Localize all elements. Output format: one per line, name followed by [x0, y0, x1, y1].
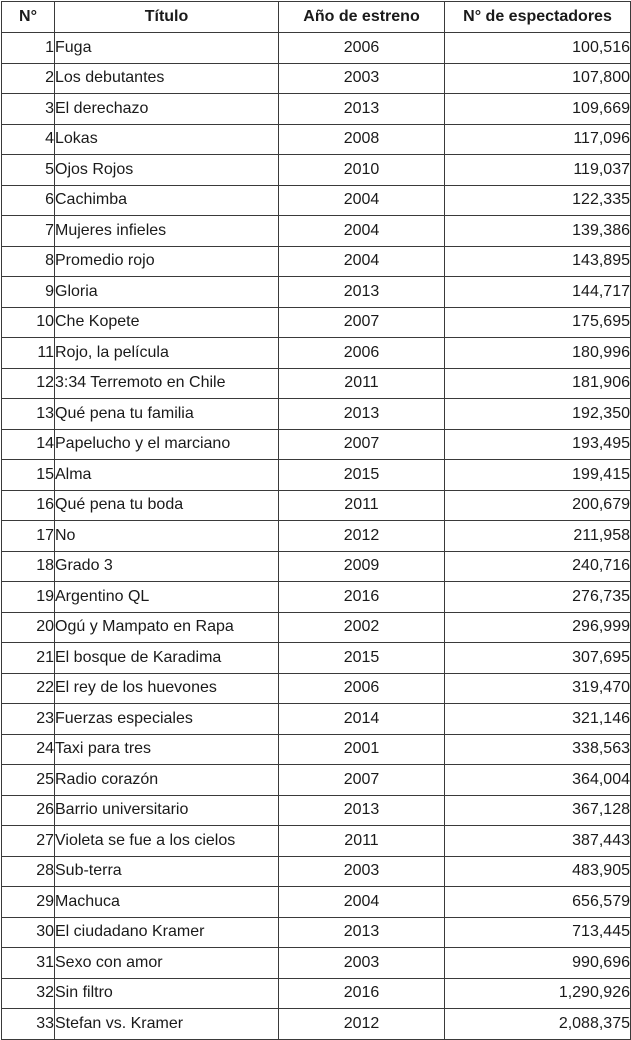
cell-title: Lokas: [55, 124, 279, 155]
table-row: [2, 277, 631, 308]
header-year: Año de estreno: [279, 2, 445, 33]
cell-title: Che Kopete: [55, 307, 279, 338]
cell-title: Ojos Rojos: [55, 155, 279, 186]
cell-spectators: 338,563: [445, 734, 631, 765]
table-row: [2, 429, 631, 460]
cell-num: 24: [2, 734, 55, 765]
cell-year: 2006: [279, 673, 445, 704]
cell-spectators: 276,735: [445, 582, 631, 613]
cell-spectators: 139,386: [445, 216, 631, 247]
cell-title: Radio corazón: [55, 765, 279, 796]
table-row: [2, 185, 631, 216]
cell-title: Argentino QL: [55, 582, 279, 613]
cell-title: 3:34 Terremoto en Chile: [55, 368, 279, 399]
cell-year: 2014: [279, 704, 445, 735]
cell-title: Rojo, la película: [55, 338, 279, 369]
cell-year: 2011: [279, 368, 445, 399]
cell-year: 2007: [279, 307, 445, 338]
table-row: [2, 33, 631, 64]
cell-year: 2006: [279, 338, 445, 369]
cell-year: 2016: [279, 978, 445, 1009]
header-title: Título: [55, 2, 279, 33]
cell-spectators: 117,096: [445, 124, 631, 155]
cell-year: 2013: [279, 94, 445, 125]
cell-year: 2007: [279, 429, 445, 460]
cell-num: 22: [2, 673, 55, 704]
cell-title: El bosque de Karadima: [55, 643, 279, 674]
cell-year: 2013: [279, 795, 445, 826]
cell-num: 28: [2, 856, 55, 887]
cell-num: 17: [2, 521, 55, 552]
cell-num: 2: [2, 63, 55, 94]
table-body: [2, 33, 631, 1040]
cell-num: 10: [2, 307, 55, 338]
cell-spectators: 119,037: [445, 155, 631, 186]
table-row: [2, 612, 631, 643]
cell-title: Los debutantes: [55, 63, 279, 94]
cell-num: 26: [2, 795, 55, 826]
cell-spectators: 1,290,926: [445, 978, 631, 1009]
cell-num: 27: [2, 826, 55, 857]
table-row: [2, 887, 631, 918]
cell-spectators: 307,695: [445, 643, 631, 674]
cell-num: 3: [2, 94, 55, 125]
cell-title: Gloria: [55, 277, 279, 308]
cell-title: Qué pena tu boda: [55, 490, 279, 521]
table-row: [2, 978, 631, 1009]
cell-spectators: 100,516: [445, 33, 631, 64]
table-row: [2, 1009, 631, 1040]
table-row: [2, 490, 631, 521]
header-row: [2, 2, 631, 33]
table-row: [2, 856, 631, 887]
cell-spectators: 296,999: [445, 612, 631, 643]
table-row: [2, 795, 631, 826]
table-row: [2, 216, 631, 247]
cell-num: 5: [2, 155, 55, 186]
cell-title: Qué pena tu familia: [55, 399, 279, 430]
table-row: [2, 399, 631, 430]
cell-year: 2015: [279, 643, 445, 674]
cell-num: 8: [2, 246, 55, 277]
cell-title: Machuca: [55, 887, 279, 918]
table-row: [2, 948, 631, 979]
table-row: [2, 917, 631, 948]
cell-spectators: 2,088,375: [445, 1009, 631, 1040]
cell-title: El rey de los huevones: [55, 673, 279, 704]
movies-table: [1, 1, 631, 1040]
table-row: [2, 582, 631, 613]
cell-num: 16: [2, 490, 55, 521]
cell-num: 29: [2, 887, 55, 918]
cell-spectators: 122,335: [445, 185, 631, 216]
cell-year: 2007: [279, 765, 445, 796]
cell-spectators: 321,146: [445, 704, 631, 735]
cell-title: Papelucho y el marciano: [55, 429, 279, 460]
cell-spectators: 211,958: [445, 521, 631, 552]
table-row: [2, 63, 631, 94]
cell-spectators: 175,695: [445, 307, 631, 338]
table-row: [2, 155, 631, 186]
cell-num: 11: [2, 338, 55, 369]
table-row: [2, 307, 631, 338]
cell-title: Taxi para tres: [55, 734, 279, 765]
cell-year: 2015: [279, 460, 445, 491]
cell-num: 9: [2, 277, 55, 308]
table-row: [2, 673, 631, 704]
cell-title: El derechazo: [55, 94, 279, 125]
table-row: [2, 643, 631, 674]
cell-title: Ogú y Mampato en Rapa: [55, 612, 279, 643]
cell-num: 6: [2, 185, 55, 216]
table-row: [2, 246, 631, 277]
cell-year: 2003: [279, 63, 445, 94]
cell-num: 31: [2, 948, 55, 979]
cell-year: 2009: [279, 551, 445, 582]
cell-num: 12: [2, 368, 55, 399]
cell-title: Alma: [55, 460, 279, 491]
cell-num: 20: [2, 612, 55, 643]
cell-spectators: 364,004: [445, 765, 631, 796]
cell-year: 2006: [279, 33, 445, 64]
cell-title: No: [55, 521, 279, 552]
cell-title: Fuerzas especiales: [55, 704, 279, 735]
cell-year: 2011: [279, 826, 445, 857]
cell-year: 2004: [279, 216, 445, 247]
cell-spectators: 199,415: [445, 460, 631, 491]
header-spectators: N° de espectadores: [445, 2, 631, 33]
table-header: [2, 2, 631, 33]
cell-spectators: 656,579: [445, 887, 631, 918]
cell-num: 25: [2, 765, 55, 796]
cell-spectators: 107,800: [445, 63, 631, 94]
table-row: [2, 765, 631, 796]
cell-title: Violeta se fue a los cielos: [55, 826, 279, 857]
cell-year: 2012: [279, 521, 445, 552]
cell-year: 2012: [279, 1009, 445, 1040]
cell-year: 2004: [279, 185, 445, 216]
cell-spectators: 483,905: [445, 856, 631, 887]
table-row: [2, 826, 631, 857]
cell-num: 15: [2, 460, 55, 491]
cell-year: 2002: [279, 612, 445, 643]
cell-year: 2008: [279, 124, 445, 155]
cell-year: 2013: [279, 277, 445, 308]
cell-title: Promedio rojo: [55, 246, 279, 277]
cell-year: 2003: [279, 856, 445, 887]
cell-title: Sin filtro: [55, 978, 279, 1009]
cell-title: Grado 3: [55, 551, 279, 582]
cell-title: Sub-terra: [55, 856, 279, 887]
cell-title: Stefan vs. Kramer: [55, 1009, 279, 1040]
cell-num: 14: [2, 429, 55, 460]
cell-num: 4: [2, 124, 55, 155]
cell-num: 32: [2, 978, 55, 1009]
table-row: [2, 460, 631, 491]
table-row: [2, 338, 631, 369]
cell-spectators: 387,443: [445, 826, 631, 857]
cell-spectators: 367,128: [445, 795, 631, 826]
cell-spectators: 192,350: [445, 399, 631, 430]
cell-spectators: 144,717: [445, 277, 631, 308]
cell-title: Cachimba: [55, 185, 279, 216]
cell-year: 2003: [279, 948, 445, 979]
table-row: [2, 521, 631, 552]
cell-num: 33: [2, 1009, 55, 1040]
cell-title: Sexo con amor: [55, 948, 279, 979]
cell-title: El ciudadano Kramer: [55, 917, 279, 948]
cell-spectators: 193,495: [445, 429, 631, 460]
cell-spectators: 181,906: [445, 368, 631, 399]
table-row: [2, 704, 631, 735]
cell-year: 2010: [279, 155, 445, 186]
cell-num: 7: [2, 216, 55, 247]
cell-spectators: 240,716: [445, 551, 631, 582]
cell-title: Fuga: [55, 33, 279, 64]
cell-spectators: 990,696: [445, 948, 631, 979]
cell-year: 2001: [279, 734, 445, 765]
cell-year: 2011: [279, 490, 445, 521]
cell-spectators: 180,996: [445, 338, 631, 369]
cell-spectators: 200,679: [445, 490, 631, 521]
table-row: [2, 94, 631, 125]
cell-year: 2016: [279, 582, 445, 613]
cell-num: 1: [2, 33, 55, 64]
cell-num: 18: [2, 551, 55, 582]
cell-title: Mujeres infieles: [55, 216, 279, 247]
table-row: [2, 124, 631, 155]
cell-year: 2013: [279, 917, 445, 948]
cell-num: 13: [2, 399, 55, 430]
header-num: N°: [2, 2, 55, 33]
cell-spectators: 109,669: [445, 94, 631, 125]
cell-spectators: 713,445: [445, 917, 631, 948]
cell-year: 2004: [279, 887, 445, 918]
cell-title: Barrio universitario: [55, 795, 279, 826]
table-row: [2, 368, 631, 399]
cell-year: 2004: [279, 246, 445, 277]
table-row: [2, 551, 631, 582]
cell-num: 19: [2, 582, 55, 613]
cell-num: 30: [2, 917, 55, 948]
table-row: [2, 734, 631, 765]
cell-year: 2013: [279, 399, 445, 430]
cell-num: 23: [2, 704, 55, 735]
cell-spectators: 319,470: [445, 673, 631, 704]
cell-spectators: 143,895: [445, 246, 631, 277]
cell-num: 21: [2, 643, 55, 674]
